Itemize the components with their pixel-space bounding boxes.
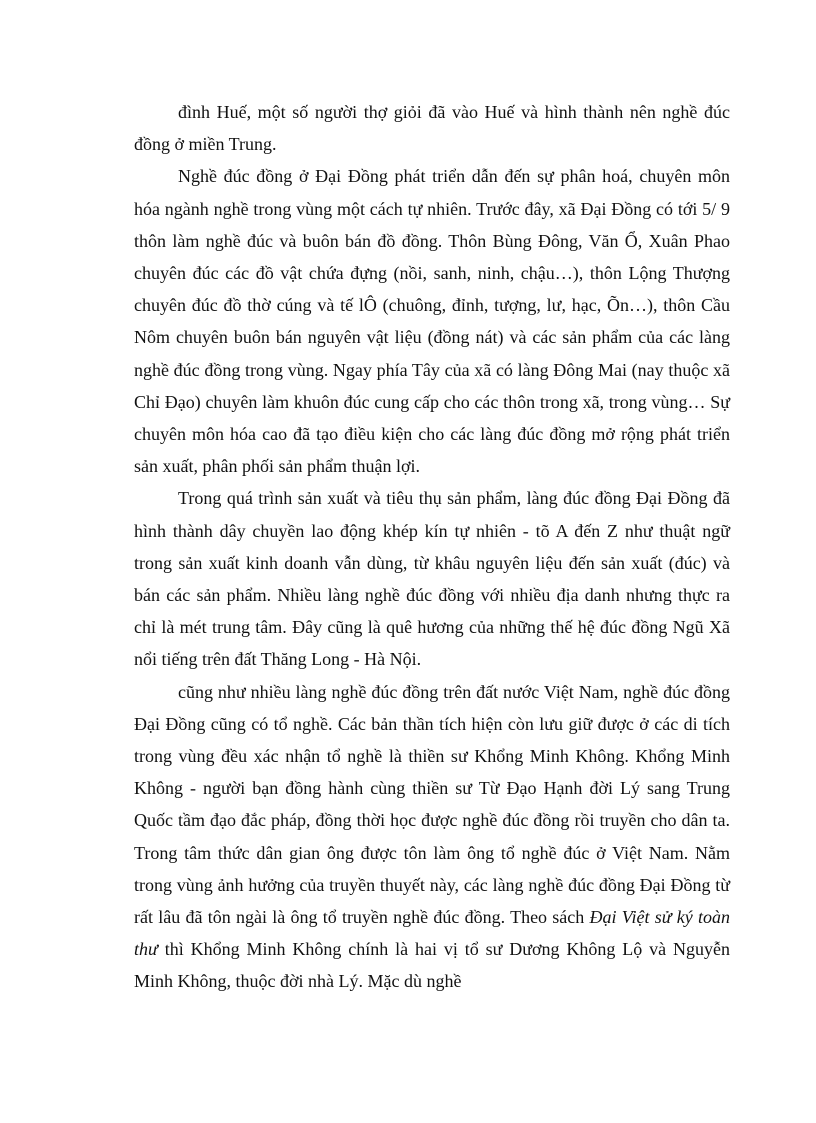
paragraph-2: Nghề đúc đồng ở Đại Đồng phát triển dẫn đến sự phân hoá, chuyên môn hóa ngành nghề trong vùng một cách tự nhiên. Trước đây, xã Đại Đồng có tới 5/ 9 thôn làm nghề đúc và buôn bán đồ đồng. Thôn Bùng Đông, Văn Ổ, Xuân Phao chuyên đúc các đồ vật chứa đựng (nồi, sanh, ninh, chậu…), thôn Lộng Thượng chuyên đúc đồ thờ cúng và tế lÔ (chuông, đỉnh, tượng, lư, hạc, Õn…), thôn Cầu Nôm chuyên buôn bán nguyên vật liệu (đồng nát) và các sản phẩm của các làng nghề đúc đồng trong vùng. Ngay phía Tây của xã có làng Đông Mai (nay thuộc xã Chỉ Đạo) chuyên làm khuôn đúc cung cấp cho các thôn trong xã, trong vùng… Sự chuyên môn hóa cao đã tạo điều kiện cho các làng đúc đồng mở rộng phát triển sản xuất, phân phối sản phẩm thuận lợi. xyxy=(134,166,730,477)
paragraph-1: đình Huế, một số người thợ giỏi đã vào Huế và hình thành nên nghề đúc đồng ở miền Trung. xyxy=(134,102,730,155)
book-title: Đại Việt sử ký toàn thư xyxy=(134,907,730,960)
paragraph-4-text-after: thì Khổng Minh Không chính là hai vị tổ sư Dương Không Lộ và Nguyễn Minh Không, thuộc đời nhà Lý. Mặc dù nghề xyxy=(134,939,730,992)
paragraph-4 xyxy=(134,676,730,998)
document-body xyxy=(134,96,730,998)
paragraph-3: Trong quá trình sản xuất và tiêu thụ sản phẩm, làng đúc đồng Đại Đồng đã hình thành dây chuyền lao động khép kín tự nhiên - tõ A đến Z như thuật ngữ trong sản xuất kinh doanh vẫn dùng, từ khâu nguyên liệu đến sản xuất (đúc) và bán các sản phẩm. Nhiều làng nghề đúc đồng với nhiều địa danh nhưng thực ra chỉ là mét trung tâm. Đây cũng là quê hương của những thế hệ đúc đồng Ngũ Xã nổi tiếng trên đất Thăng Long - Hà Nội. xyxy=(134,488,730,670)
paragraph-4-text-before: cũng như nhiều làng nghề đúc đồng trên đất nước Việt Nam, nghề đúc đồng Đại Đồng cũng có tổ nghề. Các bản thần tích hiện còn lưu giữ được ở các di tích trong vùng đều xác nhận tổ nghề là thiền sư Khổng Minh Không. Khổng Minh Không - người bạn đồng hành cùng thiền sư Từ Đạo Hạnh đời Lý sang Trung Quốc tầm đạo đắc pháp, đồng thời học được nghề đúc đồng rồi truyền cho dân ta. Trong tâm thức dân gian ông được tôn làm ông tổ nghề đúc ở Việt Nam. Nằm trong vùng ảnh hưởng của truyền thuyết này, các làng nghề đúc đồng Đại Đồng từ rất lâu đã tôn ngài là ông tổ truyền nghề đúc đồng. Theo sách xyxy=(134,681,730,928)
